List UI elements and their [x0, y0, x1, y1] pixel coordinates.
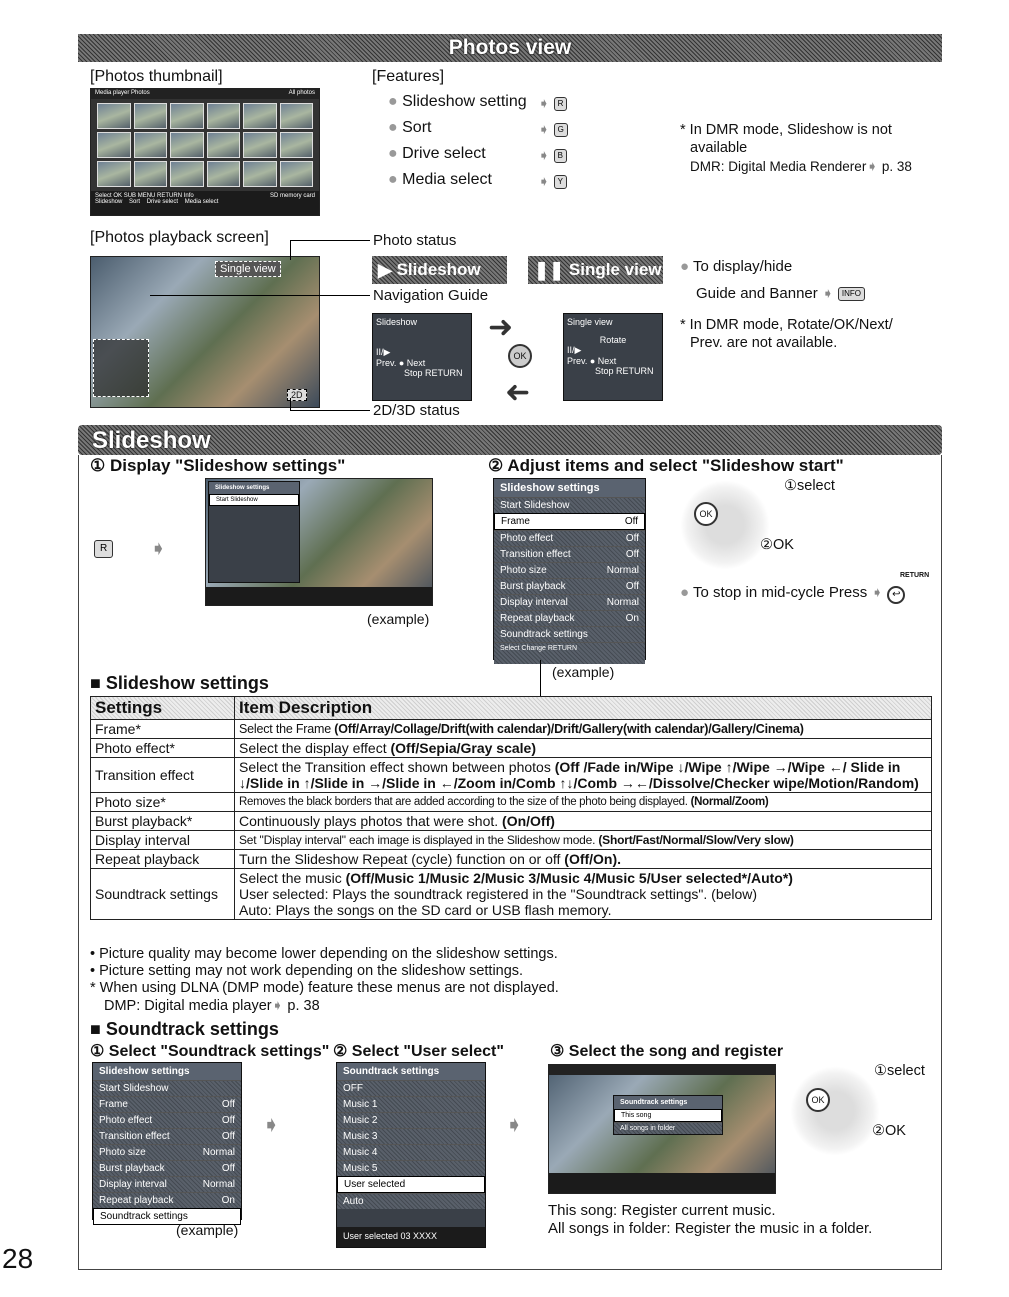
arrow-right-icon: ➧	[505, 1112, 524, 1137]
register-notes: This song: Register current music. All songs in folder: Register the music in a folder.	[548, 1202, 873, 1237]
thumb-top-right: All photos	[288, 90, 315, 96]
slideshow-section-title: Slideshow	[92, 427, 211, 454]
arrow-right-icon: ➧	[538, 147, 550, 163]
photos-thumbnail-screen	[90, 88, 320, 216]
return-button-icon: ↩	[887, 586, 905, 604]
navigation-guide-label: Navigation Guide	[373, 287, 489, 304]
status-3d-label: 2D/3D status	[373, 402, 460, 419]
table-row: Frame* Select the Frame (Off/Array/Collage/Drift(with calendar)/Drift/Gallery(with calendar)/Gallery/Cinema)	[91, 720, 932, 739]
col-description-header: Item Description	[235, 697, 932, 720]
status-slideshow: ▶ Slideshow	[372, 256, 507, 284]
settings-table-wrap	[90, 696, 932, 920]
callout-line	[150, 295, 370, 296]
slideshow-step1: ① Display "Slideshow settings"	[90, 456, 346, 475]
select-label-2: ①select	[874, 1063, 925, 1079]
remote-dpad-icon	[680, 480, 770, 570]
menu-item-repeat-playback[interactable]: Repeat playback On	[494, 610, 645, 626]
settings-table	[90, 696, 932, 920]
settings-menu-small: Slideshow settings Start Slideshow Frame Off Photo effect Off Transition effect Off Photo size Normal Burst playback Off Display interval Normal Repeat playback On Soundtrack settings	[92, 1062, 242, 1220]
select-label: ①select	[784, 478, 835, 494]
menu-item-display-interval[interactable]: Display interval Normal	[494, 594, 645, 610]
menu-item-start-slideshow[interactable]: Start Slideshow	[494, 497, 645, 513]
menu-item-auto[interactable]: Auto	[337, 1193, 485, 1209]
notes: • Picture quality may become lower depending on the slideshow settings. • Picture setting may not work depending on the slideshow settings. * When using DLNA (DMP mode) feature these menus are not displayed. DMP: Digital media player➧ p. 38	[90, 946, 559, 1014]
thumb-bottom-submenu: SUB MENU	[123, 193, 156, 199]
soundtrack-step3: ③ Select the song and register	[550, 1043, 784, 1060]
bullet-icon: ●	[388, 145, 398, 162]
soundtrack-step2: ② Select "User select"	[333, 1043, 504, 1060]
green-key-icon: G	[554, 123, 568, 137]
thumbnail-tile	[97, 103, 131, 129]
arrow-right-icon: ➧	[538, 95, 550, 111]
arrow-right-icon: ➧	[871, 584, 884, 600]
thumb-bottom-slideshow: Slideshow	[95, 199, 123, 205]
feature-slideshow-setting: ● Slideshow setting	[388, 93, 527, 110]
dmr-note: * In DMR mode, Slideshow is not available DMR: Digital Media Renderer➧ p. 38	[680, 122, 912, 174]
screen-single-view-badge: Single view	[215, 261, 281, 277]
menu-item-photo-effect[interactable]: Photo effect Off	[494, 530, 645, 546]
menu-item-transition-effect[interactable]: Transition effect Off	[93, 1128, 241, 1144]
features-label: [Features]	[372, 68, 445, 85]
table-row: Repeat playback Turn the Slideshow Repeat (cycle) function on or off (Off/On).	[91, 850, 932, 869]
ok-button-icon: OK	[806, 1088, 830, 1112]
table-row: Display interval Set "Display interval" each image is displayed in the Slideshow mode. (Short/Fast/Normal/Slow/Very slow)	[91, 831, 932, 850]
thumbnail-tile	[97, 132, 131, 158]
thumbnail-tile	[207, 161, 241, 187]
menu-item-burst-playback[interactable]: Burst playback Off	[93, 1160, 241, 1176]
soundtrack-menu: Soundtrack settings OFF Music 1 Music 2 Music 3 Music 4 Music 5 User selected Auto User selected 03 XXXX	[336, 1062, 486, 1248]
ok-label: ②OK	[760, 537, 794, 553]
stop-note: ● To stop in mid-cycle Press ➧ ↩	[680, 584, 905, 604]
callout-line	[290, 240, 291, 260]
square-bullet-icon: ■	[90, 673, 101, 693]
mini-settings-menu: Slideshow settings Start Slideshow	[208, 481, 300, 583]
song-register-screen	[548, 1064, 776, 1194]
popup-item-this-song[interactable]: This song	[614, 1109, 722, 1122]
menu-item-music-4[interactable]: Music 4	[337, 1144, 485, 1160]
menu-item-soundtrack-settings[interactable]: Soundtrack settings	[494, 626, 645, 642]
arrow-right-icon: ➧	[538, 173, 550, 189]
menu-footer: Select Change RETURN	[494, 642, 645, 664]
slideshow-step2: ② Adjust items and select "Slideshow start"	[488, 456, 844, 475]
menu-item-photo-effect[interactable]: Photo effect Off	[93, 1112, 241, 1128]
menu-item-music-1[interactable]: Music 1	[337, 1096, 485, 1112]
thumb-bottom-drive: Drive select	[146, 199, 179, 205]
table-row: Photo size* Removes the black borders that are added according to the size of the photo being displayed. (Normal/Zoom)	[91, 793, 932, 812]
thumbnail-tile	[170, 161, 204, 187]
arrow-right-icon: ➧	[538, 121, 550, 137]
thumb-bottom-return: RETURN	[157, 193, 183, 199]
menu-item-frame[interactable]: Frame Off	[494, 513, 645, 530]
example-caption-2: (example)	[552, 664, 615, 680]
menu-item-frame[interactable]: Frame Off	[93, 1096, 241, 1112]
table-row: Transition effect Select the Transition effect shown between photos (Off /Fade in/Wipe ↓/Wipe ↑/Wipe →/Wipe ←/ Slide in ↓/Slide in ↑/Slide in →/Slide in ←/Zoom in/Comb ↑↓/Comb →←/Dissolve/Checker wipe/Motion/Random)	[91, 758, 932, 793]
thumb-label: [Photos thumbnail]	[90, 68, 223, 85]
blue-key-icon: B	[554, 149, 567, 163]
arrow-right-icon: ➧	[821, 285, 834, 301]
thumb-bottom-select: Select	[95, 193, 112, 199]
arrow-left-icon: ➜	[505, 376, 531, 409]
menu-item-music-5[interactable]: Music 5	[337, 1160, 485, 1176]
square-bullet-icon: ■	[90, 1019, 101, 1039]
thumb-top-left: Media player Photos	[95, 90, 150, 96]
example-caption-1: (example)	[367, 611, 430, 627]
screen-2d-badge: 2D	[287, 389, 307, 401]
arrow-right-icon: ➧	[150, 538, 167, 560]
arrow-right-icon: ➜	[488, 311, 514, 344]
menu-item-burst-playback[interactable]: Burst playback Off	[494, 578, 645, 594]
menu-item-off[interactable]: OFF	[337, 1080, 485, 1096]
menu-item-transition-effect[interactable]: Transition effect Off	[494, 546, 645, 562]
table-row: Soundtrack settings Select the music (Off/Music 1/Music 2/Music 3/Music 4/Music 5/User selected*/Auto*) User selected: Plays the soundtrack registered in the "Soundtrack settings". (below) Auto: Plays the songs on the SD card or USB flash memory.	[91, 869, 932, 920]
thumbnail-tile	[134, 132, 168, 158]
guide-single-panel: Single view Rotate II/▶ Prev. ● Next Stop RETURN	[563, 313, 663, 401]
status-single-view: ❚❚ Single view	[528, 256, 663, 284]
menu-item-user-selected[interactable]: User selected	[337, 1176, 485, 1193]
arrow-right-icon: ➧	[866, 158, 879, 174]
thumb-bottom-media: Media select	[184, 199, 219, 205]
feature-keys	[538, 90, 568, 194]
slideshow-section-header	[78, 425, 942, 455]
soundtrack-step1: ① Select "Soundtrack settings"	[90, 1043, 330, 1060]
playback-label: [Photos playback screen]	[90, 229, 269, 246]
callout-line	[540, 660, 541, 696]
display-hide-note: ● To display/hide Guide and Banner ➧ INFO	[680, 254, 865, 307]
thumb-bottom-info: Info	[183, 193, 194, 199]
menu-item-photo-size[interactable]: Photo size Normal	[494, 562, 645, 578]
page-title-banner	[78, 34, 942, 62]
bullet-icon: ●	[680, 258, 690, 275]
table-row: Burst playback* Continuously plays photos that were shot. (On/Off)	[91, 812, 932, 831]
menu-item-repeat-playback[interactable]: Repeat playback On	[93, 1192, 241, 1208]
thumb-bottom-ok: OK	[113, 193, 123, 199]
thumbnail-tile	[243, 103, 277, 129]
photos-playback-screen	[90, 256, 320, 408]
thumbnail-tile	[207, 103, 241, 129]
callout-line	[290, 398, 291, 410]
table-row: Photo effect* Select the display effect (Off/Sepia/Gray scale)	[91, 739, 932, 758]
ok-button-icon: OK	[508, 344, 532, 368]
example-caption-3: (example)	[176, 1222, 239, 1238]
soundtrack-footer: User selected 03 XXXX	[337, 1227, 485, 1247]
thumbnail-tile	[134, 103, 168, 129]
menu-item-start-slideshow[interactable]: Start Slideshow	[93, 1080, 241, 1096]
page-number: 28	[2, 1243, 34, 1274]
bullet-icon: ●	[388, 119, 398, 136]
menu-item-photo-size[interactable]: Photo size Normal	[93, 1144, 241, 1160]
feature-sort: ● Sort	[388, 119, 432, 136]
red-key-icon: R	[554, 97, 568, 111]
register-popup: Soundtrack settings This song All songs in folder	[613, 1095, 723, 1135]
feature-drive-select: ● Drive select	[388, 145, 486, 162]
arrow-right-icon: ➧	[262, 1112, 281, 1137]
ok-label-2: ②OK	[872, 1123, 906, 1139]
feature-media-select: ● Media select	[388, 171, 492, 188]
thumb-bottom-sd: SD memory card	[269, 193, 315, 199]
menu-item-music-2[interactable]: Music 2	[337, 1112, 485, 1128]
callout-line	[290, 240, 370, 241]
return-key-label: RETURN	[900, 572, 930, 579]
thumbnail-tile	[134, 161, 168, 187]
menu-item-soundtrack-settings[interactable]: Soundtrack settings	[93, 1208, 241, 1225]
thumb-bottom-sort: Sort	[129, 199, 141, 205]
thumbnail-tile	[97, 161, 131, 187]
ok-button-icon: OK	[694, 502, 718, 526]
thumbnail-tile	[170, 103, 204, 129]
bullet-icon: ●	[388, 171, 398, 188]
bullet-icon: ●	[388, 93, 398, 110]
guide-slideshow-panel: Slideshow II/▶ Prev. ● Next Stop RETURN	[372, 313, 472, 401]
bullet-icon: ●	[680, 584, 690, 601]
popup-item-all-songs[interactable]: All songs in folder	[614, 1122, 722, 1134]
thumbnail-tile	[170, 132, 204, 158]
callout-line	[290, 410, 370, 411]
play-icon: ▶	[378, 259, 392, 280]
thumbnail-tile	[243, 161, 277, 187]
soundtrack-heading: ■ Soundtrack settings	[90, 1019, 279, 1039]
slideshow-settings-menu: Slideshow settings Start Slideshow Frame Off Photo effect Off Transition effect Off Photo size Normal Burst playback Off Display interval Normal Repeat playback On Soundtrack settings Select Change RETURN	[493, 478, 646, 660]
thumbnail-tile	[280, 161, 314, 187]
slideshow-settings-screen	[205, 478, 433, 606]
pause-icon: ❚❚	[534, 259, 565, 280]
thumbnail-tile	[207, 132, 241, 158]
thumbnail-tile	[243, 132, 277, 158]
menu-item-display-interval[interactable]: Display interval Normal	[93, 1176, 241, 1192]
menu-item-music-3[interactable]: Music 3	[337, 1128, 485, 1144]
col-settings-header: Settings	[91, 697, 235, 720]
remote-dpad-icon	[790, 1066, 880, 1156]
arrow-right-icon: ➧	[271, 997, 284, 1013]
settings-heading: ■ Slideshow settings	[90, 673, 269, 693]
info-key-icon: INFO	[838, 287, 865, 301]
rotate-note: * In DMR mode, Rotate/OK/Next/ Prev. are not available.	[680, 317, 893, 351]
page-title: Photos view	[448, 36, 572, 59]
photo-status-label: Photo status	[373, 232, 457, 249]
thumbnail-tile	[280, 132, 314, 158]
screen-navigation-guide	[93, 339, 149, 397]
red-key-icon: R	[94, 540, 113, 558]
yellow-key-icon: Y	[554, 175, 567, 189]
thumbnail-tile	[280, 103, 314, 129]
